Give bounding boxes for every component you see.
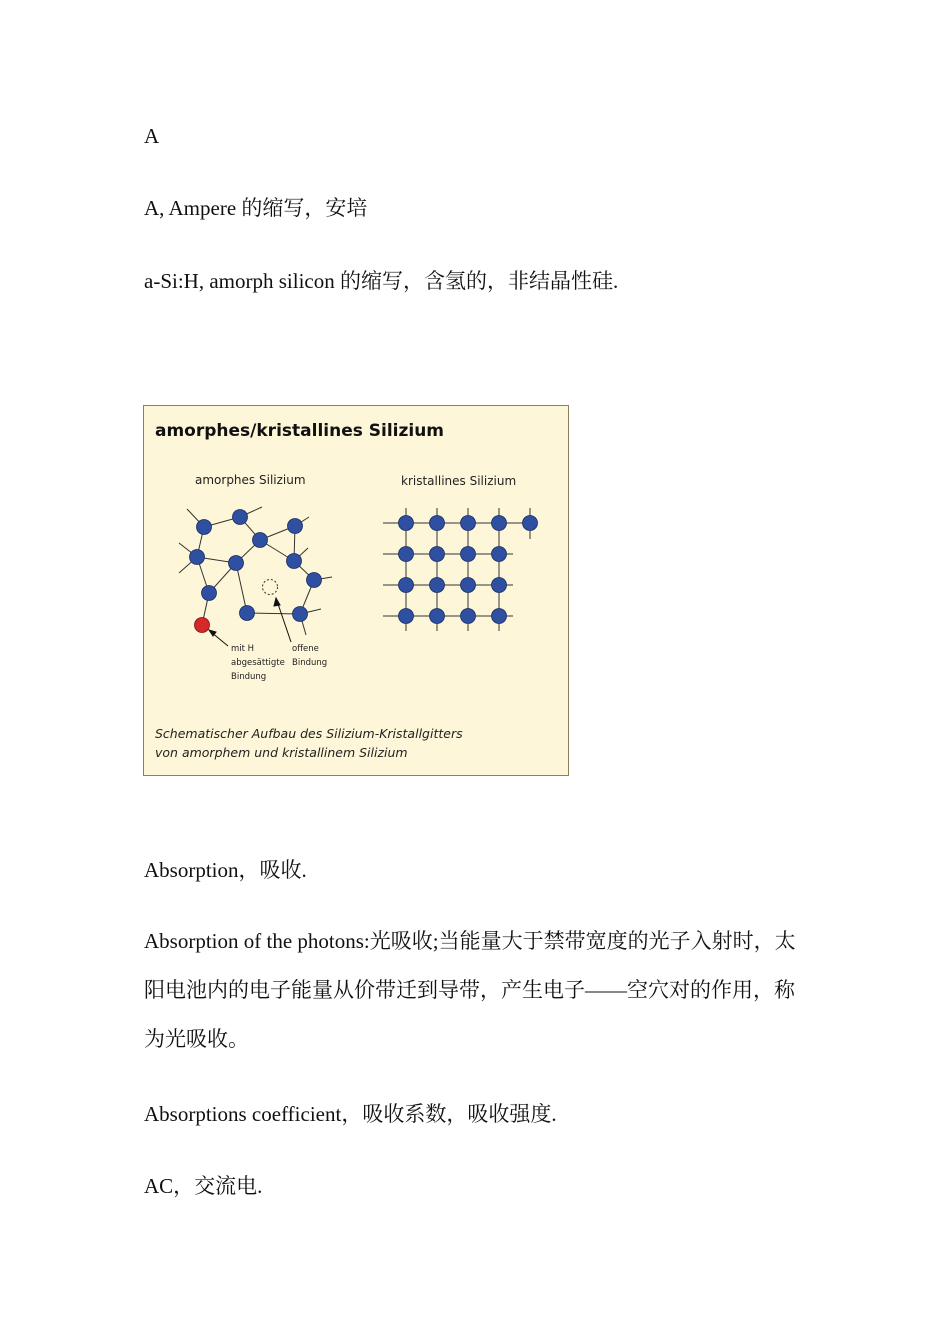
section-heading: A xyxy=(144,124,160,148)
label-crystalline: kristallines Silizium xyxy=(401,474,517,488)
annotation-h: mit H abgesättigte Bindung xyxy=(231,644,285,682)
figure-caption: Schematischer Aufbau des Silizium-Kristallgitters von amorphem und kristallinem Silizium xyxy=(155,726,463,760)
entry-absorption-photons: Absorption of the photons:光吸收;当能量大于禁带宽度的光子入射时，太阳电池内的电子能量从价带迁到导带，产生电子——空穴对的作用，称为光吸收。 xyxy=(144,929,796,1051)
label-amorphous: amorphes Silizium xyxy=(195,473,306,487)
entry-asih: a-Si:H, amorph silicon 的缩写，含氢的，非结晶性硅. xyxy=(144,269,619,293)
silicon-structure-figure xyxy=(143,405,569,776)
entry-ac: AC，交流电. xyxy=(144,1174,263,1198)
entry-absorption-coefficient: Absorptions coefficient，吸收系数，吸收强度. xyxy=(144,1102,557,1126)
hydrogen-atom xyxy=(195,618,210,633)
figure-title: amorphes/kristallines Silizium xyxy=(155,421,445,441)
entry-absorption: Absorption，吸收. xyxy=(144,858,307,882)
entry-ampere: A, Ampere 的缩写，安培 xyxy=(144,196,368,220)
annotation-open-bond: offene Bindung xyxy=(292,644,328,668)
